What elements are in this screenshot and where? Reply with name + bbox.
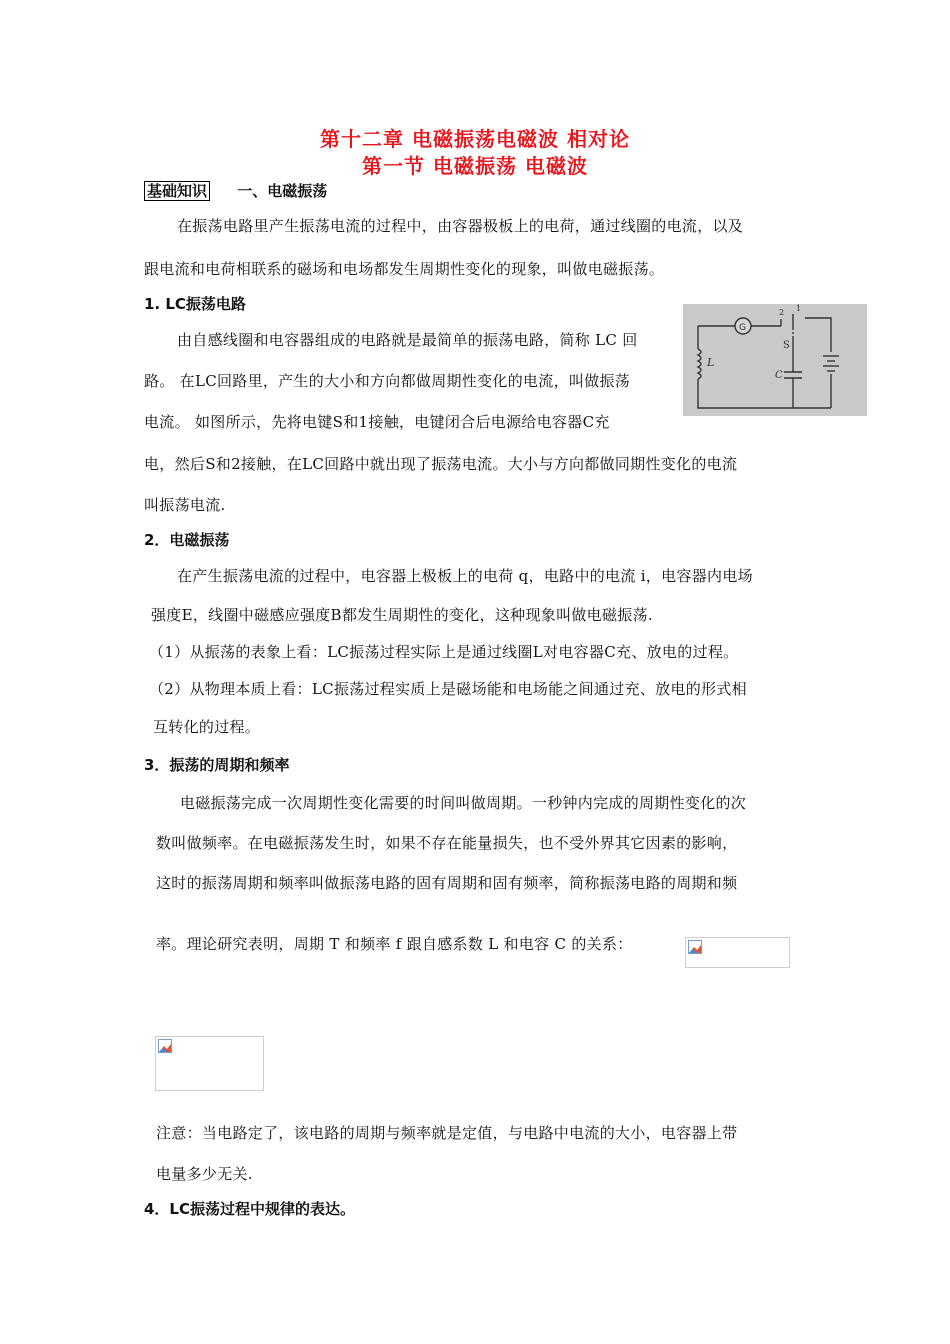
frequency-formula-image bbox=[155, 1036, 264, 1091]
chapter-title: 第十二章 电磁振荡电磁波 相对论 bbox=[320, 127, 630, 151]
period-formula-image bbox=[685, 937, 790, 968]
broken-image-icon bbox=[688, 940, 702, 954]
s2-item-2-line-2: 互转化的过程。 bbox=[153, 718, 261, 736]
intro-line-2: 跟电流和电荷相联系的磁场和电场都发生周期性变化的现象，叫做电磁振荡。 bbox=[144, 260, 665, 278]
basic-knowledge-heading: 一、电磁振荡 bbox=[237, 182, 328, 200]
s2-line-1: 在产生振荡电流的过程中，电容器上极板上的电荷 q，电路中的电流 i，电容器内电场 bbox=[177, 567, 753, 585]
section-title: 第一节 电磁振荡 电磁波 bbox=[362, 154, 588, 178]
s1-line-1: 由自感线圈和电容器组成的电路就是最简单的振荡电路，简称 LC 回 bbox=[177, 331, 638, 349]
s3-line-1: 电磁振荡完成一次周期性变化需要的时间叫做周期。一秒钟内完成的周期性变化的次 bbox=[180, 794, 747, 812]
section-2-heading: 2．电磁振荡 bbox=[144, 531, 230, 549]
svg-text:G: G bbox=[739, 323, 746, 333]
note-line-1: 注意：当电路定了，该电路的周期与频率就是定值，与电路中电流的大小，电容器上带 bbox=[156, 1124, 738, 1142]
basic-knowledge-heading-row bbox=[144, 180, 327, 201]
label-contact-2: 2 bbox=[779, 308, 785, 317]
label-inductor: L bbox=[707, 356, 715, 369]
s3-line-3: 这时的振荡周期和频率叫做振荡电路的固有周期和固有频率，简称振荡电路的周期和频 bbox=[156, 874, 738, 892]
s2-line-2: 强度E，线圈中磁感应强度B都发生周期性的变化，这种现象叫做电磁振荡. bbox=[151, 606, 653, 624]
note-line-2: 电量多少无关. bbox=[156, 1165, 253, 1183]
s3-line-4: 率。理论研究表明，周期 T 和频率 f 跟自感系数 L 和电容 C 的关系： bbox=[156, 935, 633, 953]
s1-line-3: 电流。 如图所示，先将电键S和1接触，电键闭合后电源给电容器C充 bbox=[144, 413, 610, 431]
s1-line-4: 电，然后S和2接触，在LC回路中就出现了振荡电流。大小与方向都做同期性变化的电流 bbox=[144, 455, 738, 473]
label-switch: S bbox=[783, 340, 790, 351]
section-3-heading: 3．振荡的周期和频率 bbox=[144, 756, 290, 774]
basic-knowledge-tag: 基础知识 bbox=[144, 181, 210, 201]
s2-item-1: （1）从振荡的表象上看：LC振荡过程实际上是通过线圈L对电容器C充、放电的过程。 bbox=[149, 643, 739, 661]
s3-line-2: 数叫做频率。在电磁振荡发生时，如果不存在能量损失，也不受外界其它因素的影响， bbox=[156, 834, 738, 852]
section-1-heading: 1. LC振荡电路 bbox=[144, 295, 246, 313]
broken-image-icon bbox=[158, 1039, 172, 1053]
s1-line-5: 叫振荡电流. bbox=[144, 496, 226, 514]
intro-line-1: 在振荡电路里产生振荡电流的过程中，由容器极板上的电荷，通过线圈的电流，以及 bbox=[177, 217, 744, 235]
lc-circuit-figure bbox=[683, 304, 867, 416]
s2-item-2-line-1: （2）从物理本质上看：LC振荡过程实质上是磁场能和电场能之间通过充、放电的形式相 bbox=[149, 680, 747, 698]
label-contact-1: 1 bbox=[796, 304, 802, 313]
s1-line-2: 路。 在LC回路里，产生的大小和方向都做周期性变化的电流，叫做振荡 bbox=[144, 372, 631, 390]
section-4-heading: 4．LC振荡过程中规律的表达。 bbox=[144, 1200, 356, 1218]
label-capacitor: C bbox=[775, 370, 783, 381]
